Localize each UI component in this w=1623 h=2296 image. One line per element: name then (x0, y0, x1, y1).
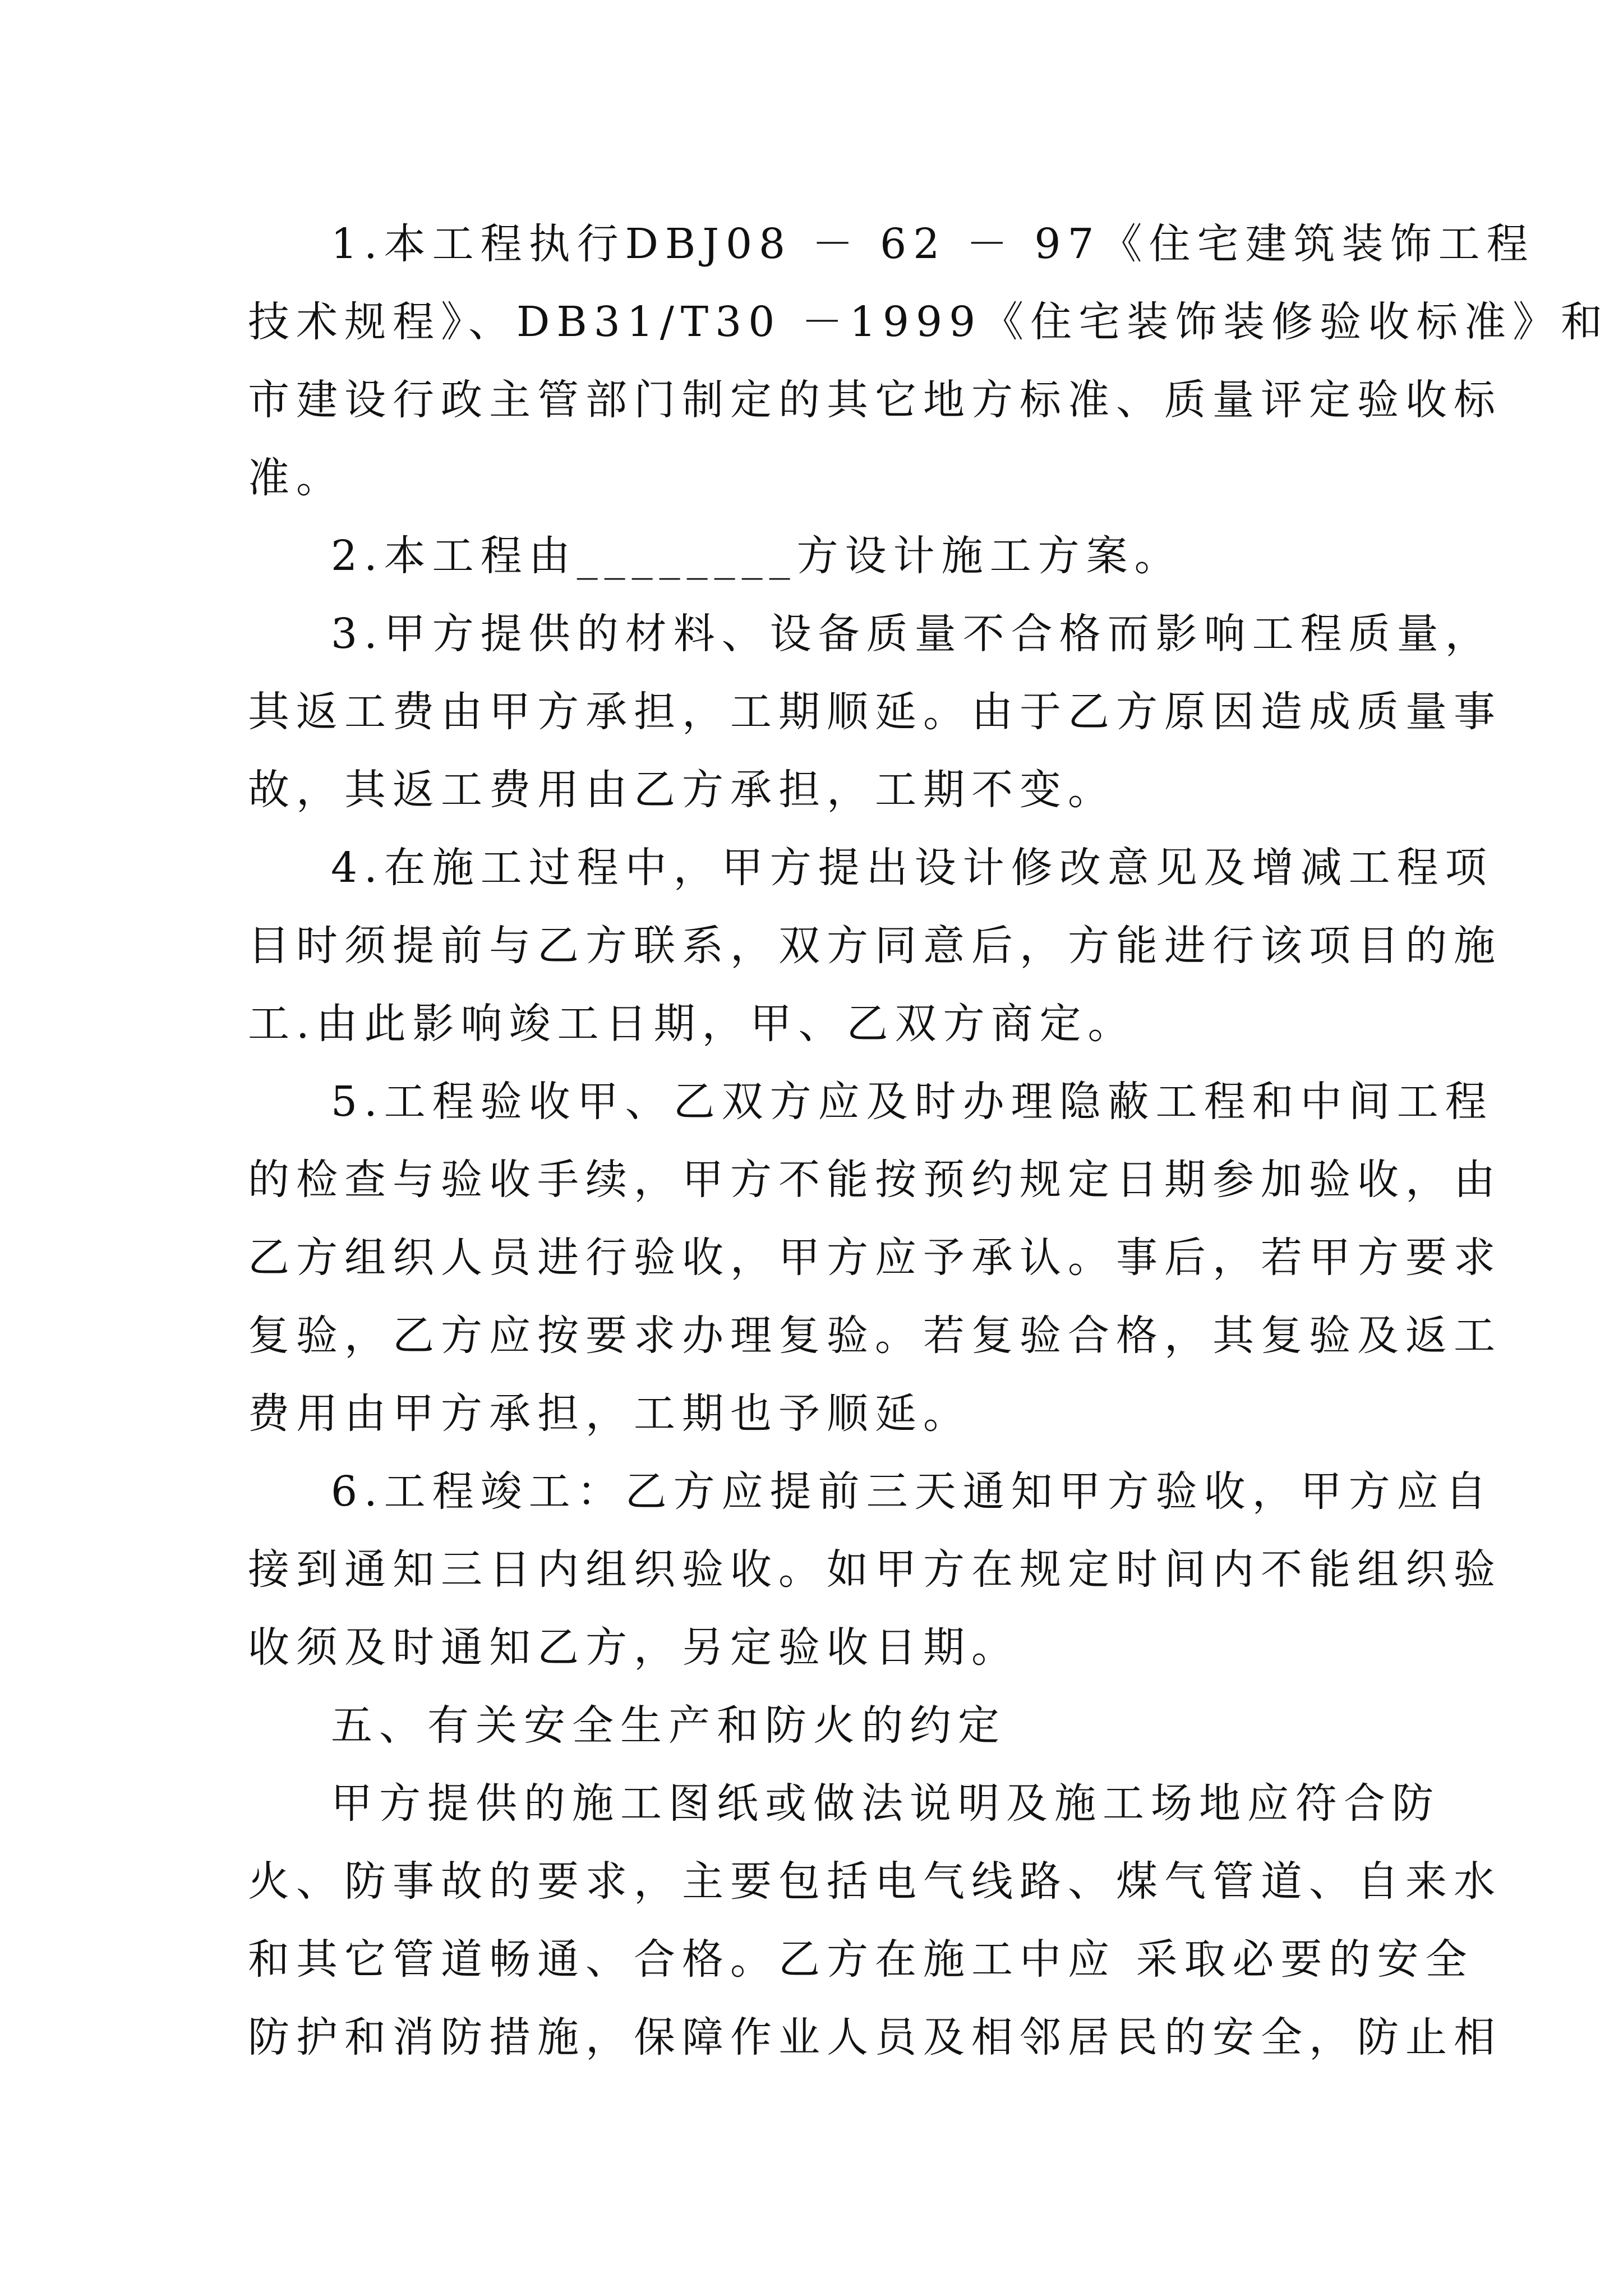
clause-3-line-3: 故，其返工费用由乙方承担，工期不变。 (248, 766, 1116, 814)
clause-4-line-1: 4.在施工过程中，甲方提出设计修改意见及增减工程项 (331, 844, 1493, 892)
section-body-line-3: 和其它管道畅通、合格。乙方在施工中应 采取必要的安全 (248, 1935, 1474, 1984)
clause-2-line-1: 2.本工程由________方设计施工方案。 (331, 532, 1183, 580)
section-heading: 五、有关安全生产和防火的约定 (331, 1701, 1006, 1750)
clause-5-line-5: 费用由甲方承担，工期也予顺延。 (248, 1389, 971, 1438)
clause-6-line-1: 6.工程竣工：乙方应提前三天通知甲方验收，甲方应自 (331, 1467, 1493, 1516)
clause-5-line-4: 复验，乙方应按要求办理复验。若复验合格，其复验及返工 (248, 1312, 1502, 1360)
clause-4-line-2: 目时须提前与乙方联系，双方同意后，方能进行该项目的施 (248, 922, 1502, 970)
clause-4-line-3: 工.由此影响竣工日期，甲、乙双方商定。 (248, 1000, 1136, 1048)
section-body-line-2: 火、防事故的要求，主要包括电气线路、煤气管道、自来水 (248, 1857, 1502, 1906)
clause-3-line-2: 其返工费由甲方承担，工期顺延。由于乙方原因造成质量事 (248, 688, 1502, 736)
clause-6-line-2: 接到通知三日内组织验收。如甲方在规定时间内不能组织验 (248, 1545, 1502, 1594)
clause-3-line-1: 3.甲方提供的材料、设备质量不合格而影响工程质量， (331, 610, 1493, 658)
clause-1-line-1: 1.本工程执行DBJ08 － 62 － 97《住宅建筑装饰工程 (331, 220, 1535, 268)
section-body-line-1: 甲方提供的施工图纸或做法说明及施工场地应符合防 (331, 1779, 1440, 1828)
clause-5-line-2: 的检查与验收手续，甲方不能按预约规定日期参加验收，由 (248, 1156, 1502, 1204)
clause-1-line-3: 市建设行政主管部门制定的其它地方标准、质量评定验收标 (248, 376, 1502, 424)
clause-1-line-2: 技术规程》、DB31/T30 －1999《住宅装饰装修验收标准》和 (248, 298, 1610, 346)
clause-6-line-3: 收须及时通知乙方，另定验收日期。 (248, 1623, 1020, 1672)
clause-5-line-3: 乙方组织人员进行验收，甲方应予承认。事后，若甲方要求 (248, 1234, 1502, 1282)
clause-5-line-1: 5.工程验收甲、乙双方应及时办理隐蔽工程和中间工程 (331, 1078, 1493, 1126)
clause-1-line-4: 准。 (248, 454, 344, 502)
section-body-line-4: 防护和消防措施，保障作业人员及相邻居民的安全，防止相 (248, 2013, 1502, 2062)
